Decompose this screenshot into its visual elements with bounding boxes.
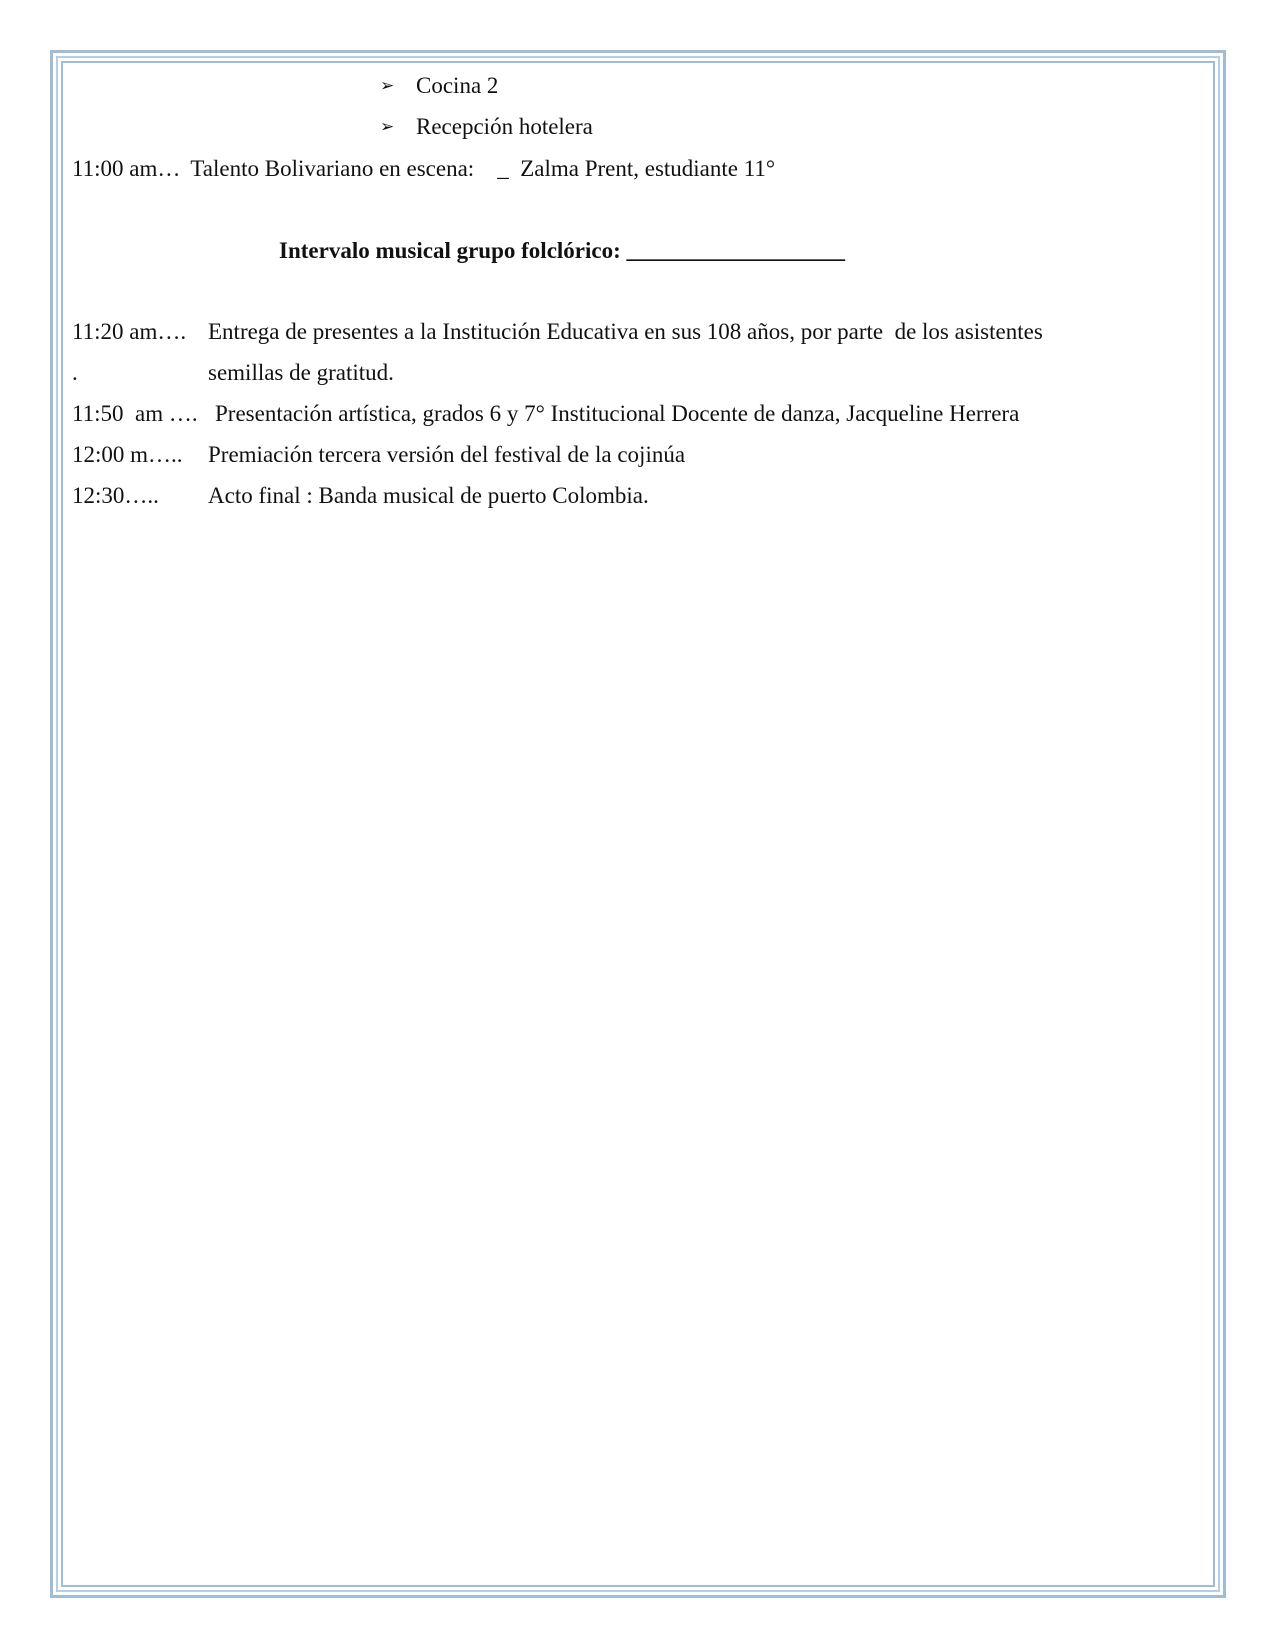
schedule-text-1200: Premiación tercera versión del festival de la cojinúa (208, 442, 686, 467)
arrowhead-bullet-icon: ➢ (380, 117, 395, 137)
schedule-time-1230: 12:30….. (72, 483, 159, 508)
schedule-continuation-mark: . (72, 360, 78, 385)
arrowhead-bullet-icon: ➢ (380, 76, 395, 96)
schedule-time-1100: 11:00 am… (72, 156, 181, 181)
interval-heading: Intervalo musical grupo folclórico: ___________________ (279, 238, 846, 263)
schedule-time-1200: 12:00 m….. (72, 442, 183, 467)
bullet-item-cocina: Cocina 2 (416, 73, 499, 98)
schedule-text-1150: Presentación artística, grados 6 y 7° Institucional Docente de danza, Jacqueline Herrera (215, 401, 1020, 426)
schedule-time-1150: 11:50 am …. (72, 401, 198, 426)
schedule-text-1100: Talento Bolivariano en escena: _ Zalma Prent, estudiante 11° (185, 156, 776, 181)
schedule-text-1230: Acto final : Banda musical de puerto Colombia. (208, 483, 649, 508)
schedule-text-1120: Entrega de presentes a la Institución Educativa en sus 108 años, por parte de los asistentes (208, 319, 1043, 344)
schedule-time-1120: 11:20 am…. (72, 319, 187, 344)
page-border-inner (61, 61, 1215, 1587)
bullet-item-recepcion: Recepción hotelera (416, 114, 593, 139)
schedule-continuation-1120: semillas de gratitud. (208, 360, 394, 385)
